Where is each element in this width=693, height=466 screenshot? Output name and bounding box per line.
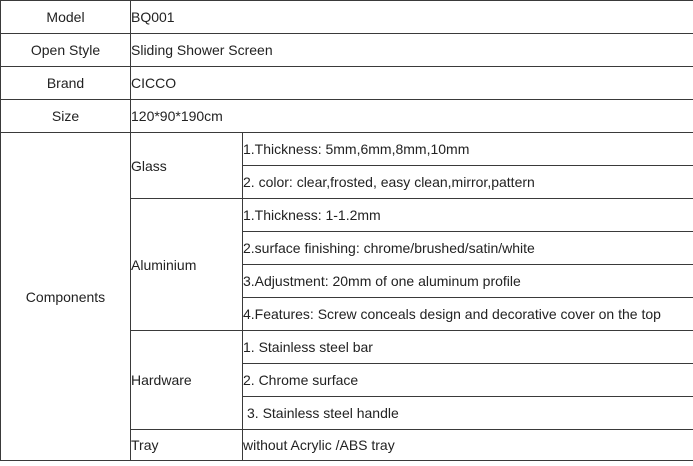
table-row-brand — [1, 67, 693, 100]
aluminium-item: 4.Features: Screw conceals design and decorative cover on the top — [243, 298, 693, 331]
glass-item: 2. color: clear,frosted, easy clean,mirror,pattern — [243, 166, 693, 199]
hardware-item: 1. Stainless steel bar — [243, 331, 693, 364]
components-label: Components — [1, 133, 131, 461]
table-row-model — [1, 1, 693, 34]
table-row-size — [1, 100, 693, 133]
model-value: BQ001 — [131, 1, 693, 34]
brand-label: Brand — [1, 67, 131, 100]
hardware-label: Hardware — [131, 331, 243, 430]
tray-label: Tray — [131, 430, 243, 461]
model-label: Model — [1, 1, 131, 34]
table-row-open-style — [1, 34, 693, 67]
glass-item: 1.Thickness: 5mm,6mm,8mm,10mm — [243, 133, 693, 166]
hardware-item: 2. Chrome surface — [243, 364, 693, 397]
open-style-value: Sliding Shower Screen — [131, 34, 693, 67]
glass-label: Glass — [131, 133, 243, 199]
aluminium-item: 3.Adjustment: 20mm of one aluminum profile — [243, 265, 693, 298]
hardware-item: 3. Stainless steel handle — [243, 397, 693, 430]
aluminium-item: 2.surface finishing: chrome/brushed/satin/white — [243, 232, 693, 265]
size-label: Size — [1, 100, 131, 133]
aluminium-item: 1.Thickness: 1-1.2mm — [243, 199, 693, 232]
tray-value: without Acrylic /ABS tray — [243, 430, 693, 461]
brand-value: CICCO — [131, 67, 693, 100]
table-row-glass-1 — [1, 133, 693, 166]
open-style-label: Open Style — [1, 34, 131, 67]
size-value: 120*90*190cm — [131, 100, 693, 133]
aluminium-label: Aluminium — [131, 199, 243, 331]
